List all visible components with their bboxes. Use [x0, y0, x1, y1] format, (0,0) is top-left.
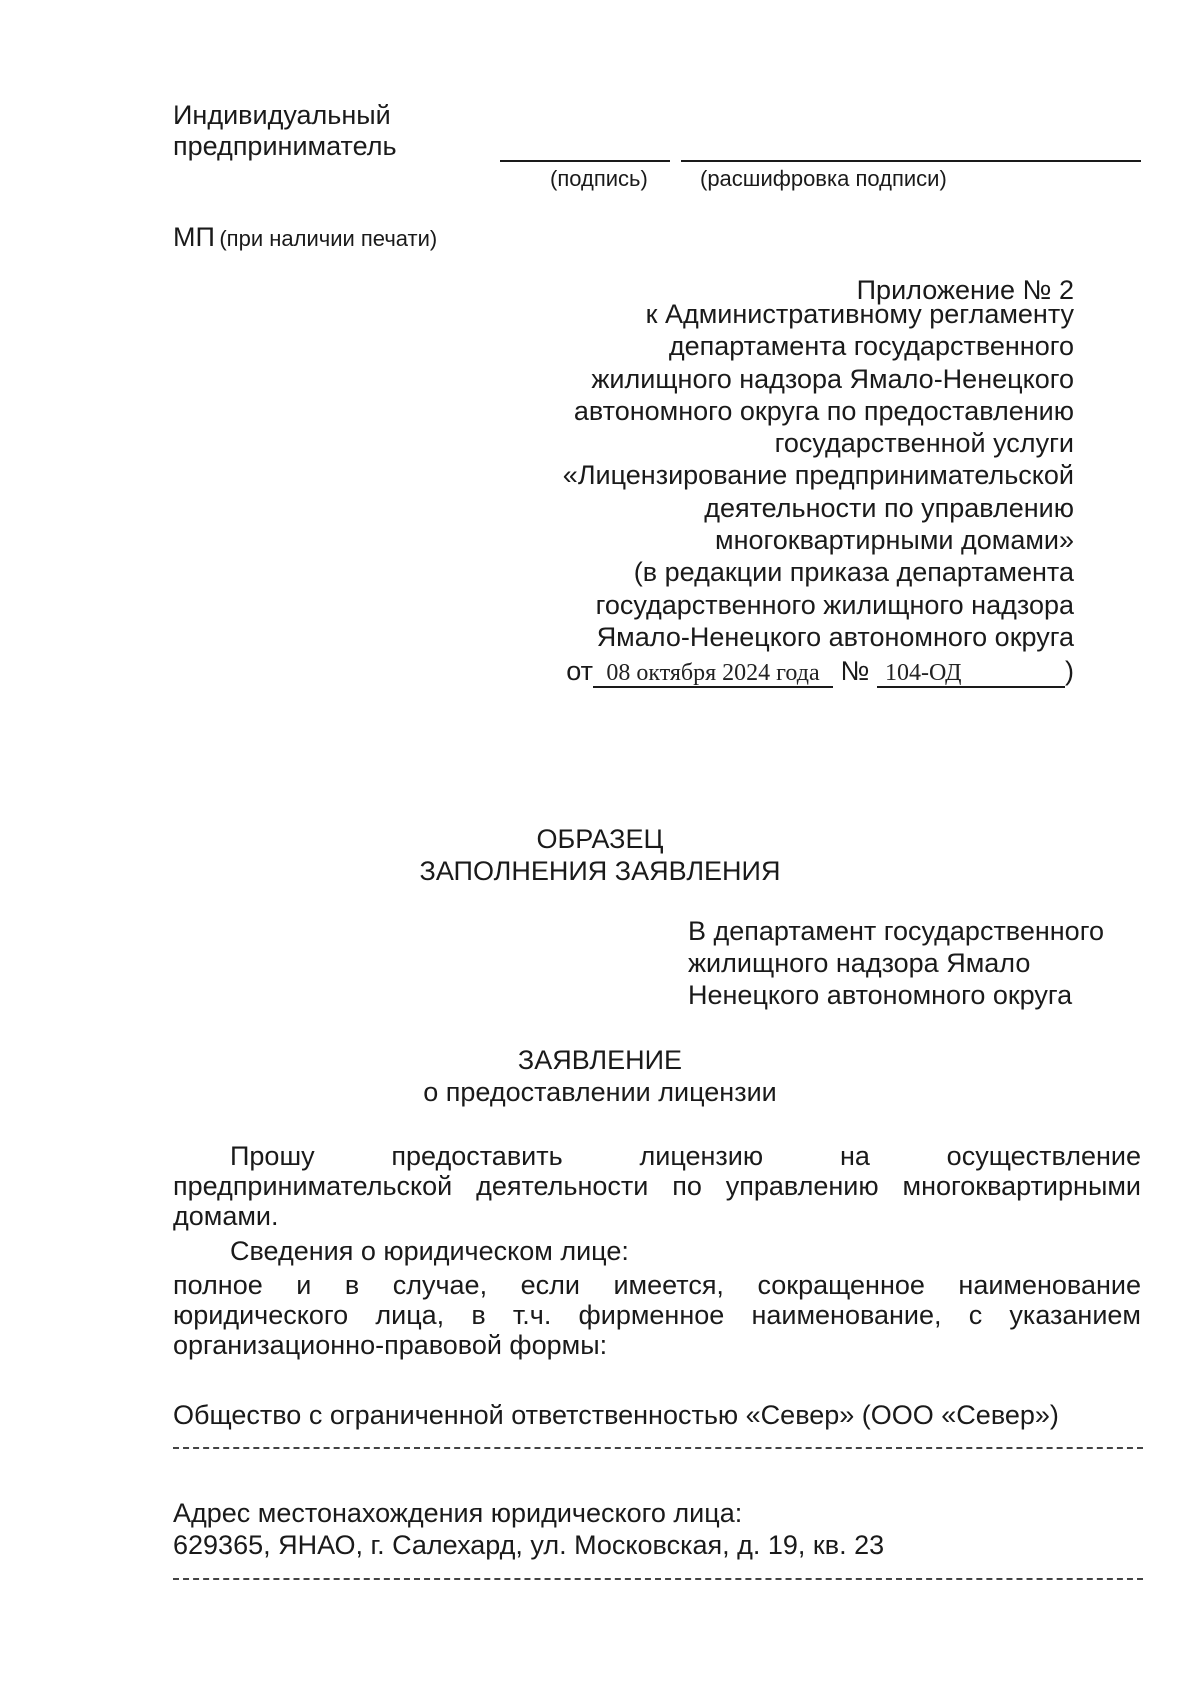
- appendix-line: к Административному регламенту: [645, 299, 1074, 329]
- statement-title: ЗАЯВЛЕНИЕ: [517, 1045, 683, 1075]
- signature-decoding-line: [681, 160, 1141, 162]
- appendix-line: жилищного надзора Ямало-Ненецкого: [591, 363, 1074, 394]
- appendix-line: Ямало-Ненецкого автономного округа: [596, 621, 1074, 652]
- statement-subtitle: о предоставлении лицензии: [423, 1077, 777, 1107]
- sample-heading-line1: ОБРАЗЕЦ: [536, 824, 664, 854]
- dashed-separator: [173, 1578, 1143, 1580]
- address-value: 629365, ЯНАО, г. Салехард, ул. Московская, д. 19, кв. 23: [173, 1530, 885, 1560]
- appendix-line: многоквартирными домами»: [715, 525, 1074, 556]
- appendix-title: Приложение № 2: [856, 275, 1074, 305]
- signature-caption: (подпись): [550, 166, 648, 191]
- appendix-line: деятельности по управлению: [704, 492, 1074, 523]
- order-date: 08 октября 2024 года: [593, 660, 833, 688]
- order-no-label: №: [840, 656, 870, 687]
- ip-label-line2: предприниматель: [173, 131, 397, 161]
- order-close: ): [1065, 656, 1074, 687]
- name-instruction: полное и в случае, если имеется, сокращенное наименование юридического лица, в т.ч. фирменное наименование, с указанием организационно-правовой формы:: [173, 1270, 1141, 1360]
- appendix-line: «Лицензирование предпринимательской: [562, 460, 1074, 491]
- address-label: Адрес местонахождения юридического лица:: [173, 1498, 743, 1528]
- sample-heading-line2: ЗАПОЛНЕНИЯ ЗАЯВЛЕНИЯ: [419, 856, 781, 886]
- appendix-line: государственной услуги: [774, 428, 1074, 459]
- signature-decoding-caption: (расшифровка подписи): [700, 166, 947, 191]
- appendix-reference: [454, 298, 1074, 688]
- dashed-separator: [173, 1447, 1143, 1449]
- stamp-note: (при наличии печати): [219, 226, 438, 251]
- order-ot: от: [566, 656, 593, 687]
- appendix-line: (в редакции приказа департамента: [633, 557, 1074, 588]
- ip-label-line1: Индивидуальный: [173, 100, 391, 130]
- legal-entity-heading: Сведения о юридическом лице:: [230, 1236, 629, 1266]
- entity-name-value: Общество с ограниченной ответственностью «Север» (ООО «Север»): [173, 1400, 1059, 1430]
- order-number: 104-ОД: [877, 660, 1065, 688]
- addressee-line: жилищного надзора Ямало: [688, 948, 1031, 978]
- stamp-label: [173, 222, 437, 252]
- appendix-line: государственного жилищного надзора: [595, 589, 1074, 620]
- order-date-line: [454, 655, 1074, 688]
- signature-line: [500, 160, 670, 162]
- appendix-line: автономного округа по предоставлению: [573, 395, 1074, 426]
- stamp-mp: МП: [173, 222, 215, 252]
- request-paragraph: Прошу предоставить лицензию на осуществление предпринимательской деятельности по управлению многоквартирными домами.: [173, 1141, 1141, 1231]
- appendix-line: департамента государственного: [668, 331, 1074, 362]
- addressee-line: Ненецкого автономного округа: [688, 980, 1073, 1010]
- addressee-line: В департамент государственного: [688, 916, 1104, 946]
